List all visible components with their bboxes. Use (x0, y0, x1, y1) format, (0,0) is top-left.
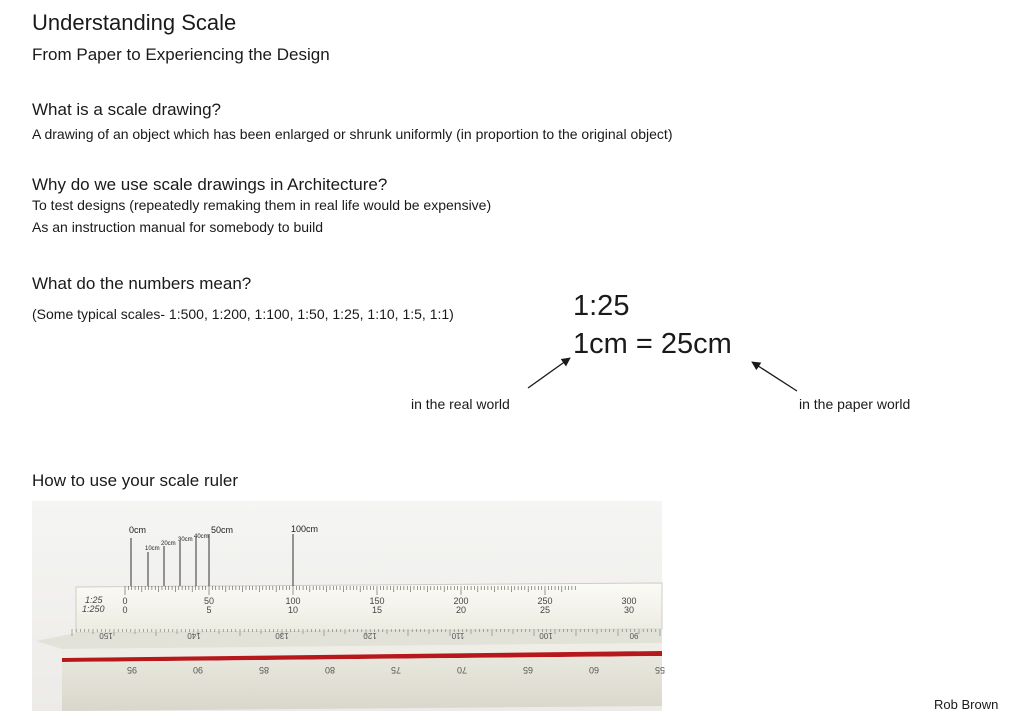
ruler-bottom-number: 15 (371, 605, 383, 615)
callout-20cm: 20cm (161, 541, 176, 547)
ruler-top-number: 200 (453, 596, 469, 606)
ruler-lower-number: 90 (192, 665, 204, 675)
ruler-bottom-number: 5 (206, 605, 212, 615)
callout-100cm: 100cm (291, 524, 319, 534)
ruler-bottom-number: 30 (623, 605, 635, 615)
paper-world-note: in the paper world (799, 396, 911, 412)
ruler-lower-number: 55 (654, 665, 666, 675)
author-credit: Rob Brown (934, 697, 999, 712)
section-text-typical-scales: (Some typical scales- 1:500, 1:200, 1:100, 1:50, 1:25, 1:10, 1:5, 1:1) (32, 306, 454, 322)
ruler-lower-number: 80 (324, 665, 336, 675)
callout-50cm: 50cm (211, 525, 234, 535)
callout-10cm: 10cm (145, 546, 160, 552)
ruler-bottom-number: 20 (455, 605, 467, 615)
ruler-lower-number: 60 (588, 665, 600, 675)
ruler-reverse-number: 90 (629, 631, 639, 640)
section-text-why-2: As an instruction manual for somebody to build (32, 219, 324, 235)
ruler-top-number: 300 (621, 596, 637, 606)
ruler-section-heading: How to use your scale ruler (32, 471, 238, 490)
section-heading-why: Why do we use scale drawings in Architecture? (32, 175, 388, 194)
ruler-top-number: 150 (369, 596, 385, 606)
section-text-why-1: To test designs (repeatedly remaking them in real life would be expensive) (32, 197, 492, 213)
ruler-lower-number: 65 (522, 665, 534, 675)
arrow-to-second-cm (752, 362, 797, 391)
ruler-lower-number: 85 (258, 665, 270, 675)
ruler-top-number: 100 (285, 596, 301, 606)
section-heading-numbers: What do the numbers mean? (32, 274, 252, 293)
ruler-bottom-number: 25 (539, 605, 551, 615)
ruler-reverse-number: 100 (539, 631, 553, 640)
callout-30cm: 30cm (178, 537, 193, 543)
arrow-to-first-cm (528, 358, 570, 388)
real-world-note: in the real world (411, 396, 510, 412)
scale-equation: 1cm = 25cm (573, 328, 732, 360)
scale-ratio: 1:25 (573, 290, 630, 322)
ruler-lower-number: 75 (390, 665, 402, 675)
ruler-reverse-number: 130 (275, 631, 289, 640)
ruler-reverse-number: 120 (363, 631, 377, 640)
section-text-what-is: A drawing of an object which has been enlarged or shrunk uniformly (in proportion to the original object) (32, 126, 673, 142)
scale-label-1-250: 1:250 (82, 604, 105, 614)
ruler-lower-number: 70 (456, 665, 468, 675)
ruler-bottom-number: 10 (287, 605, 299, 615)
page-subtitle: From Paper to Experiencing the Design (32, 45, 330, 64)
ruler-reverse-number: 110 (451, 631, 465, 640)
scale-ruler-photo (32, 501, 666, 711)
ruler-top-number: 50 (203, 596, 215, 606)
section-heading-what-is: What is a scale drawing? (32, 100, 221, 119)
scale-label-1-25: 1:25 (85, 595, 103, 605)
ruler-reverse-number: 150 (99, 631, 113, 640)
ruler-top-number: 0 (122, 596, 128, 606)
page-title: Understanding Scale (32, 10, 237, 35)
ruler-top-number: 250 (537, 596, 553, 606)
ruler-bottom-number: 0 (122, 605, 128, 615)
callout-40cm: 40cm (194, 534, 209, 540)
ruler-lower-number: 95 (126, 665, 138, 675)
callout-0cm: 0cm (129, 525, 147, 535)
ruler-reverse-number: 140 (187, 631, 201, 640)
